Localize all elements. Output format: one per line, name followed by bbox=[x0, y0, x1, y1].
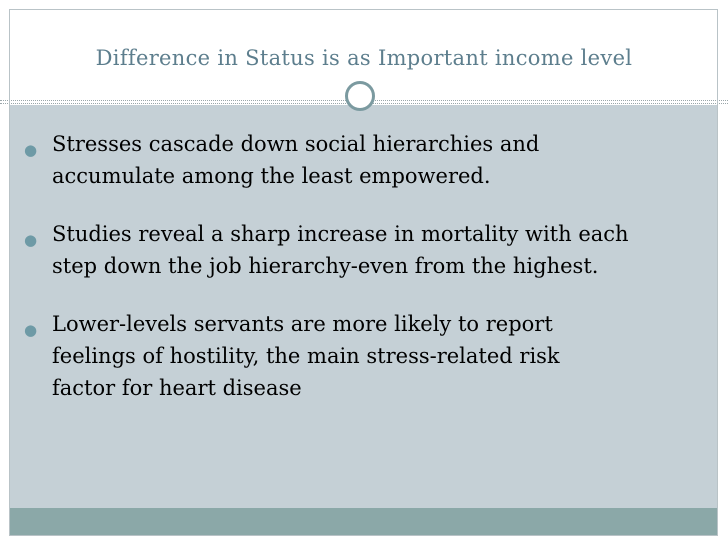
bullet-item bbox=[20, 128, 710, 192]
bullet-icon: ● bbox=[24, 231, 38, 249]
bullet-text-line: factor for heart disease bbox=[52, 376, 302, 400]
bullet-icon: ● bbox=[24, 321, 38, 339]
divider-circle-icon bbox=[345, 81, 375, 111]
bullet-text-line: feelings of hostility, the main stress-related risk bbox=[52, 344, 560, 368]
slide-title: Difference in Status is as Important income level bbox=[95, 46, 633, 70]
bullet-item bbox=[20, 218, 710, 282]
bullet-text-line: accumulate among the least empowered. bbox=[52, 164, 491, 188]
bullet-icon: ● bbox=[24, 141, 38, 159]
bullet-list bbox=[20, 128, 710, 430]
bullet-text-line: Studies reveal a sharp increase in mortality with each bbox=[52, 222, 629, 246]
bullet-text-line: Lower-levels servants are more likely to report bbox=[52, 312, 553, 336]
bullet-text-line: step down the job hierarchy-even from the highest. bbox=[52, 254, 599, 278]
bullet-item bbox=[20, 308, 710, 404]
bullet-text-line: Stresses cascade down social hierarchies and bbox=[52, 132, 540, 156]
